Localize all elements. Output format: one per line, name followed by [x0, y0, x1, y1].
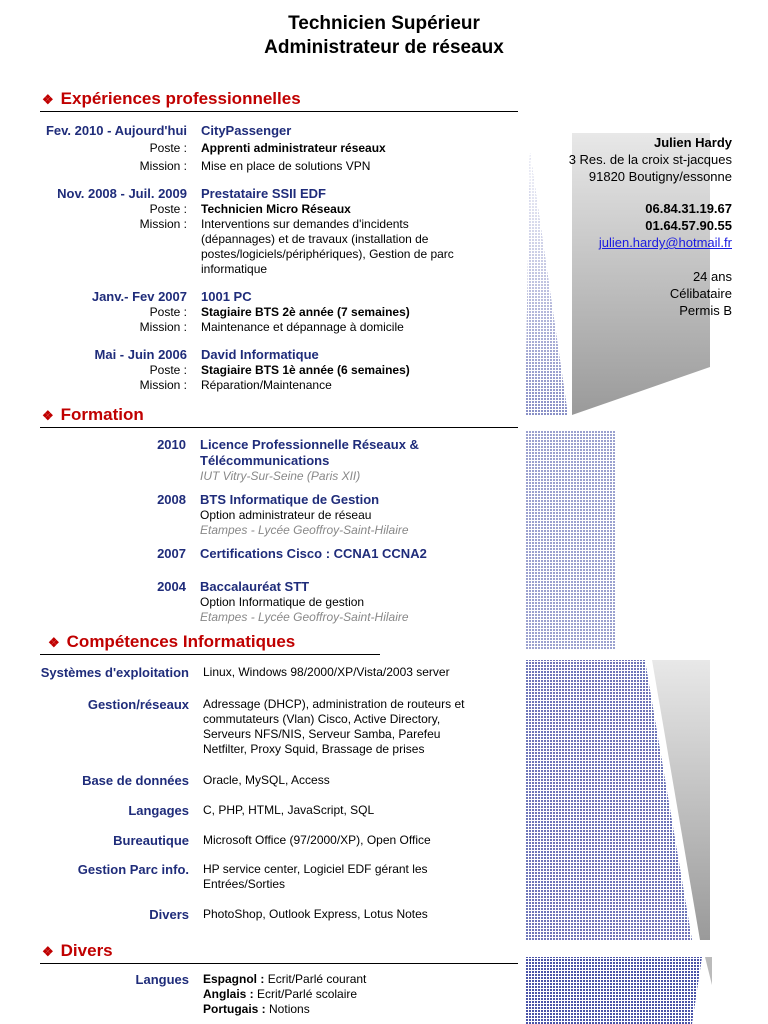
formation-place: Etampes - Lycée Geoffroy-Saint-Hilaire — [200, 610, 409, 624]
contact-address1: 3 Res. de la croix st-jacques — [568, 152, 732, 167]
formation-year: 2008 — [157, 492, 186, 507]
skill-label: Divers — [149, 907, 189, 922]
language-name: Espagnol : — [203, 972, 265, 986]
experience-date: Mai - Juin 2006 — [94, 347, 187, 362]
contact-address2: 91820 Boutigny/essonne — [588, 169, 732, 184]
formation-title: Baccalauréat STT — [200, 579, 310, 594]
experience-mission: Mise en place de solutions VPN — [201, 159, 371, 173]
skill-value: Linux, Windows 98/2000/XP/Vista/2003 server — [203, 665, 450, 679]
experience-mission-line: Interventions sur demandes d'incidents — [201, 217, 409, 231]
poste-label: Poste : — [149, 202, 187, 216]
experience-date: Nov. 2008 - Juil. 2009 — [57, 186, 187, 201]
skill-value: Oracle, MySQL, Access — [203, 773, 330, 787]
language-item — [203, 972, 366, 987]
mission-label: Mission : — [139, 320, 187, 334]
experience-mission-line: (dépannages) et de travaux (installation de — [201, 232, 429, 246]
skill-value-line: commutateurs (Vlan) Cisco, Active Directory, — [203, 712, 441, 726]
formation-title: Licence Professionnelle Réseaux & — [200, 437, 419, 452]
experience-company: David Informatique — [201, 347, 319, 362]
language-level: Ecrit/Parlé courant — [267, 972, 367, 986]
language-item — [203, 987, 357, 1002]
skill-value: Microsoft Office (97/2000/XP), Open Office — [203, 833, 431, 847]
experience-date: Fev. 2010 - Aujourd'hui — [45, 123, 187, 138]
contact-status: Célibataire — [669, 286, 732, 301]
section-divider — [40, 654, 380, 655]
skill-value-line: Entrées/Sorties — [203, 877, 286, 891]
contact-email-link[interactable]: julien.hardy@hotmail.fr — [598, 235, 732, 250]
skill-label: Gestion/réseaux — [87, 697, 189, 712]
decorative-side-graphic — [520, 125, 720, 1024]
mission-label: Mission : — [139, 378, 187, 392]
skill-value: C, PHP, HTML, JavaScript, SQL — [203, 803, 375, 817]
section-experience-heading: ❖ Expériences professionnelles — [42, 89, 301, 108]
formation-place: IUT Vitry-Sur-Seine (Paris XII) — [200, 469, 361, 483]
section-skills-heading: ❖ Compétences Informatiques — [48, 632, 296, 651]
experience-poste: Stagiaire BTS 1è année (6 semaines) — [201, 363, 410, 377]
formation-detail: Option Informatique de gestion — [200, 595, 365, 609]
formation-title: Certifications Cisco : CCNA1 CCNA2 — [200, 546, 427, 561]
skill-value-line: Serveurs NFS/NIS, Serveur Samba, Parefeu — [203, 727, 441, 741]
contact-phone1: 06.84.31.19.67 — [645, 201, 732, 216]
poste-label: Poste : — [149, 305, 187, 319]
formation-place: Etampes - Lycée Geoffroy-Saint-Hilaire — [200, 523, 409, 537]
skill-value-line: Adressage (DHCP), administration de routeurs et — [203, 697, 465, 711]
contact-name: Julien Hardy — [653, 135, 732, 150]
languages-label: Langues — [135, 972, 189, 987]
formation-detail: Option administrateur de réseau — [200, 508, 372, 522]
experience-company: Prestataire SSII EDF — [201, 186, 326, 201]
page-title-line1: Technicien Supérieur — [288, 13, 480, 34]
contact-phone2: 01.64.57.90.55 — [645, 218, 732, 233]
skill-label: Gestion Parc info. — [77, 862, 189, 877]
section-divider — [40, 963, 518, 964]
skill-value: PhotoShop, Outlook Express, Lotus Notes — [203, 907, 428, 921]
formation-title-cont: Télécommunications — [200, 453, 330, 468]
poste-label: Poste : — [149, 141, 187, 155]
formation-year: 2007 — [157, 546, 186, 561]
experience-company: CityPassenger — [201, 123, 292, 138]
skill-value-line: Netfilter, Proxy Squid, Brassage de prises — [203, 742, 425, 756]
experience-poste: Stagiaire BTS 2è année (7 semaines) — [201, 305, 410, 319]
experience-mission: Réparation/Maintenance — [201, 378, 332, 392]
page-title-line2: Administrateur de réseaux — [264, 37, 504, 58]
skill-label: Base de données — [82, 773, 189, 788]
contact-age: 24 ans — [692, 269, 732, 284]
skill-label: Langages — [128, 803, 189, 818]
experience-poste: Technicien Micro Réseaux — [201, 202, 351, 216]
skill-label: Systèmes d'exploitation — [40, 665, 189, 680]
section-divider — [40, 111, 518, 112]
experience-date: Janv.- Fev 2007 — [91, 289, 187, 304]
mission-label: Mission : — [139, 159, 187, 173]
experience-mission-line: informatique — [201, 262, 268, 276]
experience-mission-line: postes/logiciels/périphériques), Gestion de parc — [201, 247, 454, 261]
formation-year: 2010 — [157, 437, 186, 452]
language-level: Ecrit/Parlé scolaire — [257, 987, 358, 1001]
skill-value-line: HP service center, Logiciel EDF gérant les — [203, 862, 428, 876]
language-name: Anglais : — [203, 987, 254, 1001]
experience-poste: Apprenti administrateur réseaux — [201, 141, 386, 155]
contact-permit: Permis B — [679, 303, 732, 318]
diamond-bullet-icon: ❖ — [42, 408, 54, 423]
formation-year: 2004 — [157, 579, 186, 594]
diamond-bullet-icon: ❖ — [42, 92, 54, 107]
language-name: Portugais : — [203, 1002, 266, 1016]
diamond-bullet-icon: ❖ — [42, 944, 54, 959]
section-divider — [40, 427, 518, 428]
language-level: Notions — [269, 1002, 310, 1016]
diamond-bullet-icon: ❖ — [48, 635, 60, 650]
skill-label: Bureautique — [113, 833, 189, 848]
poste-label: Poste : — [149, 363, 187, 377]
experience-mission: Maintenance et dépannage à domicile — [201, 320, 404, 334]
section-formation-heading: ❖ Formation — [42, 405, 144, 424]
language-item — [203, 1002, 310, 1017]
experience-company: 1001 PC — [201, 289, 252, 304]
formation-title: BTS Informatique de Gestion — [200, 492, 380, 507]
section-misc-heading: ❖ Divers — [42, 941, 113, 960]
mission-label: Mission : — [139, 217, 187, 231]
